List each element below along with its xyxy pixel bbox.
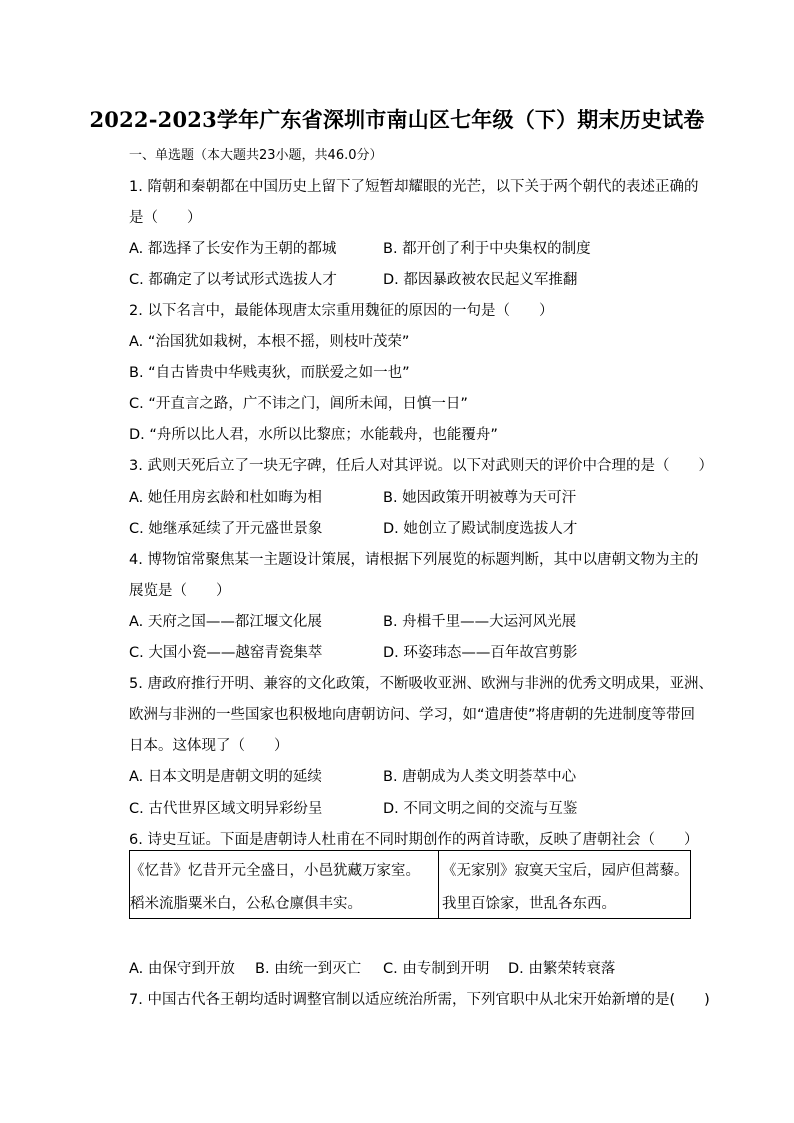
question-1-option-a: A. 都选择了长安作为王朝的都城 <box>129 241 337 257</box>
question-6-option-d: D. 由繁荣转衰落 <box>508 961 616 977</box>
question-3-stem: 3. 武则天死后立了一块无字碑，任后人对其评说。以下对武则天的评价中合理的是（ ） <box>129 458 713 474</box>
question-2-option-a: A. “治国犹如栽树，本根不摇，则枝叶茂荣” <box>129 334 410 350</box>
poem-2-line-2: 我里百馀家，世乱各东西。 <box>442 896 616 912</box>
question-5-stem-line-3: 日本。这体现了（ ） <box>129 738 289 754</box>
poem-1-line-1: 《忆昔》忆昔开元全盛日，小邑犹藏万家室。 <box>130 863 420 879</box>
question-2-option-b: B. “自古皆贵中华贱夷狄，而朕爱之如一也” <box>129 365 410 381</box>
poem-2-line-1: 《无家别》寂寞天宝后，园庐但蒿藜。 <box>442 863 689 879</box>
page-title: 2022-2023学年广东省深圳市南山区七年级（下）期末历史试卷 <box>89 107 705 132</box>
question-4-option-a: A. 天府之国——都江堰文化展 <box>129 614 322 630</box>
question-3-option-d: D. 她创立了殿试制度选拔人才 <box>383 521 578 537</box>
question-3-option-b: B. 她因政策开明被尊为天可汗 <box>383 490 577 506</box>
question-6-option-c: C. 由专制到开明 <box>383 961 490 977</box>
question-5-option-a: A. 日本文明是唐朝文明的延续 <box>129 769 322 785</box>
question-4-option-b: B. 舟楫千里——大运河风光展 <box>383 614 577 630</box>
question-5-option-d: D. 不同文明之间的交流与互鉴 <box>383 801 578 817</box>
question-2-option-d: D. “舟所以比人君，水所以比黎庶；水能载舟，也能覆舟” <box>129 427 498 443</box>
question-6-stem: 6. 诗史互证。下面是唐朝诗人杜甫在不同时期创作的两首诗歌，反映了唐朝社会（ ） <box>129 832 699 848</box>
question-1-option-c: C. 都确定了以考试形式选拔人才 <box>129 272 337 288</box>
question-3-option-c: C. 她继承延续了开元盛世景象 <box>129 521 323 537</box>
question-3-option-a: A. 她任用房玄龄和杜如晦为相 <box>129 490 322 506</box>
question-5-option-c: C. 古代世界区域文明异彩纷呈 <box>129 801 323 817</box>
question-5-stem-line-1: 5. 唐政府推行开明、兼容的文化政策，不断吸收亚洲、欧洲与非洲的优秀文明成果，亚洲、 <box>129 676 713 692</box>
question-5-option-b: B. 唐朝成为人类文明荟萃中心 <box>383 769 577 785</box>
poem-1-line-2: 稻米流脂粟米白，公私仓廪俱丰实。 <box>130 896 362 912</box>
question-5-stem-line-2: 欧洲与非洲的一些国家也积极地向唐朝访问、学习，如“遣唐使”将唐朝的先进制度等带回 <box>129 707 696 723</box>
question-6-option-a: A. 由保守到开放 <box>129 961 235 977</box>
question-4-option-c: C. 大国小瓷——越窑青瓷集萃 <box>129 645 323 661</box>
question-7-stem: 7. 中国古代各王朝均适时调整官制以适应统治所需，下列官职中从北宋开始新增的是( ) <box>129 992 710 1008</box>
question-4-stem-line-2: 展览是（ ） <box>129 583 231 599</box>
question-1-stem-line-1: 1. 隋朝和秦朝都在中国历史上留下了短暂却耀眼的光芒，以下关于两个朝代的表述正确的 <box>129 179 699 195</box>
question-1-option-d: D. 都因暴政被农民起义军推翻 <box>383 272 578 288</box>
question-2-stem: 2. 以下名言中，最能体现唐太宗重用魏征的原因的一句是（ ） <box>129 303 554 319</box>
question-4-option-d: D. 环姿玮态——百年故宫剪影 <box>383 645 578 661</box>
question-4-stem-line-1: 4. 博物馆常聚焦某一主题设计策展，请根据下列展览的标题判断，其中以唐朝文物为主的 <box>129 552 699 568</box>
question-1-stem-line-2: 是（ ） <box>129 210 202 226</box>
question-2-option-c: C. “开直言之路，广不讳之门，阊所未闻，日慎一日” <box>129 396 468 412</box>
poem-table <box>129 850 691 919</box>
poem-table-divider <box>438 851 439 918</box>
question-6-option-b: B. 由统一到灭亡 <box>255 961 362 977</box>
question-1-option-b: B. 都开创了利于中央集权的制度 <box>383 241 591 257</box>
section-heading: 一、单选题（本大题共23小题，共46.0分） <box>129 148 383 163</box>
